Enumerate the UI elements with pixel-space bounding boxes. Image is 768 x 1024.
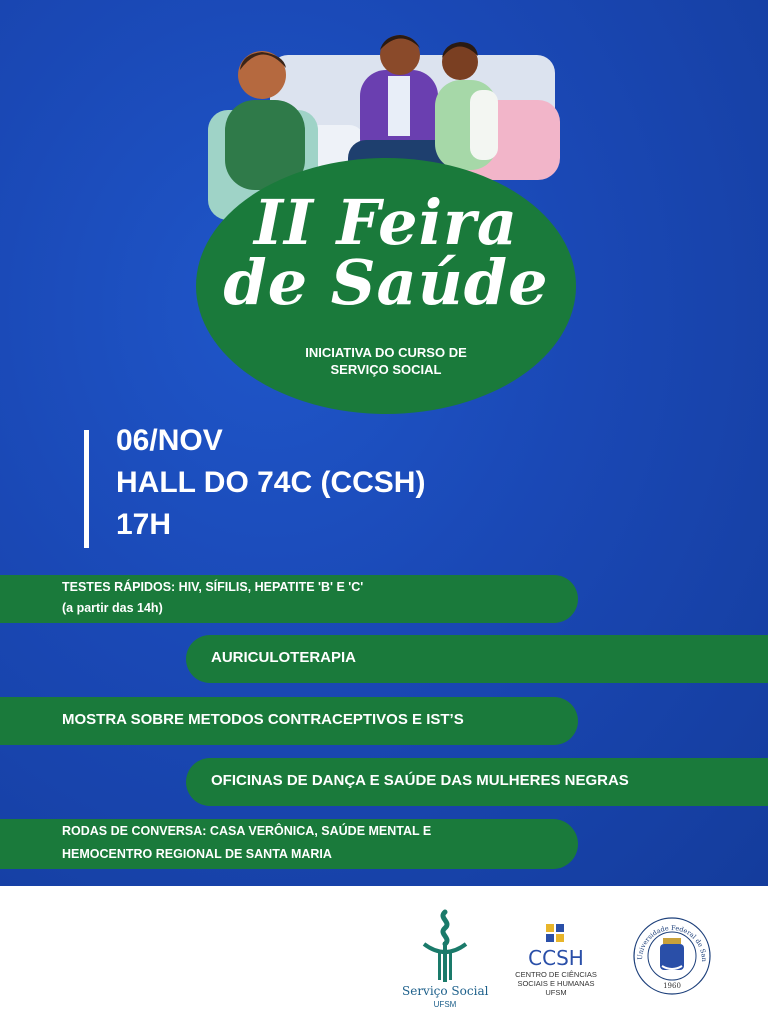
event-date: 06/NOV <box>116 424 223 457</box>
band-rodas <box>0 819 578 869</box>
logo-servico-social <box>402 906 488 1010</box>
ccsh-line-1: CENTRO DE CIÊNCIAS <box>515 970 597 979</box>
title-ellipse <box>196 158 576 414</box>
band-oficinas <box>186 758 768 806</box>
rodas-text-1: RODAS DE CONVERSA: CASA VERÔNICA, SAÚDE MENTAL E <box>62 824 432 838</box>
subtitle-line-1: INICIATIVA DO CURSO DE <box>305 345 467 360</box>
mostra-text: MOSTRA SOBRE METODOS CONTRACEPTIVOS E IST’S <box>62 711 464 728</box>
info-divider-bar <box>84 430 89 548</box>
band-mostra <box>0 697 578 745</box>
event-time: 17H <box>116 508 172 541</box>
ccsh-name: CCSH <box>528 946 584 970</box>
logo-ccsh <box>508 920 604 1004</box>
ccsh-emblem-icon <box>508 920 604 948</box>
logo-ufsm-seal <box>632 914 712 998</box>
caduceus-icon <box>402 906 488 984</box>
testes-text-1: TESTES RÁPIDOS: HIV, SÍFILIS, HEPATITE 'B' E 'C' <box>62 580 364 594</box>
title-line-2: de Saúde <box>223 246 549 319</box>
servico-social-name: Serviço Social <box>402 984 489 998</box>
servico-social-sub: UFSM <box>433 1000 457 1009</box>
testes-text-2: (a partir das 14h) <box>62 601 163 615</box>
rodas-text-2: HEMOCENTRO REGIONAL DE SANTA MARIA <box>62 847 332 861</box>
oficinas-text: OFICINAS DE DANÇA E SAÚDE DAS MULHERES NEGRAS <box>211 772 629 789</box>
band-auriculoterapia <box>186 635 768 683</box>
ccsh-line-3: UFSM <box>545 988 567 997</box>
auriculoterapia-text: AURICULOTERAPIA <box>211 649 356 666</box>
ufsm-ring-text-path: Universidade Federal de San <box>635 923 709 962</box>
subtitle-line-2: SERVIÇO SOCIAL <box>330 362 442 377</box>
ccsh-line-2: SOCIAIS E HUMANAS <box>517 979 595 988</box>
band-testes <box>0 575 578 623</box>
ufsm-year: 1960 <box>663 982 681 990</box>
event-place: HALL DO 74C (CCSH) <box>116 466 426 499</box>
title-line-1: II Feira <box>253 186 519 259</box>
